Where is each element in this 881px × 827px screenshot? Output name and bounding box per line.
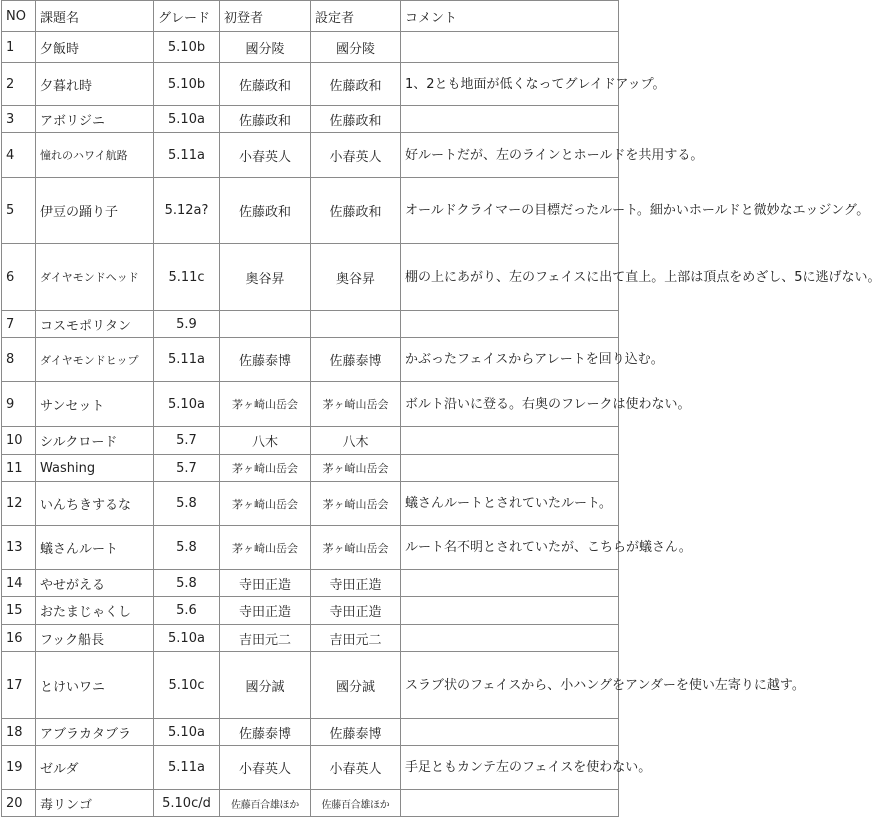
- cell-no: 14: [2, 570, 36, 597]
- table-row: [2, 790, 619, 817]
- cell-setter: 茅ヶ崎山岳会: [311, 482, 401, 526]
- cell-first-climber: [220, 311, 311, 338]
- cell-route-name: 毒リンゴ: [36, 790, 154, 817]
- cell-grade: 5.6: [154, 597, 220, 625]
- cell-first-climber: 八木: [220, 427, 311, 455]
- cell-grade: 5.10a: [154, 382, 220, 427]
- cell-no: 10: [2, 427, 36, 455]
- cell-grade: 5.11a: [154, 746, 220, 790]
- cell-first-climber: 佐藤政和: [220, 63, 311, 106]
- cell-setter: 茅ヶ崎山岳会: [311, 455, 401, 482]
- cell-first-climber: 佐藤百合雄ほか: [220, 790, 311, 817]
- cell-comment: [401, 32, 619, 63]
- cell-comment: 1、2とも地面が低くなってグレイドアップ。: [401, 63, 619, 106]
- cell-comment: スラブ状のフェイスから、小ハングをアンダーを使い左寄りに越す。: [401, 652, 619, 719]
- cell-route-name: 夕飯時: [36, 32, 154, 63]
- cell-no: 12: [2, 482, 36, 526]
- table-body: [2, 32, 881, 817]
- cell-first-climber: 佐藤政和: [220, 178, 311, 244]
- cell-first-climber: 佐藤政和: [220, 106, 311, 133]
- cell-first-climber: 國分誠: [220, 652, 311, 719]
- cell-route-name: やせがえる: [36, 570, 154, 597]
- cell-comment: オールドクライマーの目標だったルート。細かいホールドと微妙なエッジング。: [401, 178, 619, 244]
- cell-first-climber: 吉田元二: [220, 625, 311, 652]
- cell-grade: 5.11a: [154, 133, 220, 178]
- cell-setter: 佐藤泰博: [311, 719, 401, 746]
- cell-grade: 5.8: [154, 482, 220, 526]
- cell-first-climber: 寺田正造: [220, 570, 311, 597]
- cell-grade: 5.9: [154, 311, 220, 338]
- table-row: [2, 244, 619, 311]
- cell-grade: 5.11c: [154, 244, 220, 311]
- cell-no: 1: [2, 32, 36, 63]
- cell-no: 3: [2, 106, 36, 133]
- cell-route-name: ゼルダ: [36, 746, 154, 790]
- header-no: NO: [2, 1, 36, 32]
- cell-no: 9: [2, 382, 36, 427]
- cell-route-name: サンセット: [36, 382, 154, 427]
- cell-route-name: シルクロード: [36, 427, 154, 455]
- cell-first-climber: 茅ヶ崎山岳会: [220, 455, 311, 482]
- cell-comment: [401, 455, 619, 482]
- cell-comment: [401, 625, 619, 652]
- cell-comment: 手足ともカンテ左のフェイスを使わない。: [401, 746, 619, 790]
- cell-first-climber: 茅ヶ崎山岳会: [220, 482, 311, 526]
- cell-setter: 八木: [311, 427, 401, 455]
- cell-first-climber: 小春英人: [220, 133, 311, 178]
- cell-no: 16: [2, 625, 36, 652]
- cell-no: 2: [2, 63, 36, 106]
- cell-comment: [401, 311, 619, 338]
- table-row: [2, 311, 619, 338]
- table-row: [2, 455, 619, 482]
- table-row: [2, 746, 619, 790]
- cell-setter: 國分陵: [311, 32, 401, 63]
- table-row: [2, 178, 619, 244]
- cell-route-name: ダイヤモンドヘッド: [36, 244, 154, 311]
- cell-no: 19: [2, 746, 36, 790]
- table-row: [2, 652, 619, 719]
- cell-setter: 佐藤政和: [311, 106, 401, 133]
- cell-no: 4: [2, 133, 36, 178]
- cell-route-name: いんちきするな: [36, 482, 154, 526]
- cell-first-climber: 佐藤泰博: [220, 719, 311, 746]
- cell-first-climber: 小春英人: [220, 746, 311, 790]
- cell-grade: 5.8: [154, 570, 220, 597]
- header-setter: 設定者: [311, 1, 401, 32]
- cell-setter: 奥谷昇: [311, 244, 401, 311]
- cell-first-climber: 寺田正造: [220, 597, 311, 625]
- table-row: [2, 427, 619, 455]
- table-row: [2, 570, 619, 597]
- cell-comment: ボルト沿いに登る。右奥のフレークは使わない。: [401, 382, 619, 427]
- header-grade: グレード: [154, 1, 220, 32]
- cell-comment: [401, 427, 619, 455]
- table-row: [2, 482, 619, 526]
- cell-no: 20: [2, 790, 36, 817]
- cell-grade: 5.11a: [154, 338, 220, 382]
- cell-grade: 5.10b: [154, 63, 220, 106]
- cell-first-climber: 奥谷昇: [220, 244, 311, 311]
- header-route-name: 課題名: [36, 1, 154, 32]
- cell-route-name: アボリジニ: [36, 106, 154, 133]
- cell-no: 18: [2, 719, 36, 746]
- cell-comment: [401, 597, 619, 625]
- cell-setter: 佐藤政和: [311, 63, 401, 106]
- table-row: [2, 106, 619, 133]
- cell-no: 5: [2, 178, 36, 244]
- table-row: [2, 133, 619, 178]
- cell-first-climber: 佐藤泰博: [220, 338, 311, 382]
- cell-grade: 5.7: [154, 455, 220, 482]
- cell-setter: 佐藤政和: [311, 178, 401, 244]
- header-first-climber: 初登者: [220, 1, 311, 32]
- cell-grade: 5.7: [154, 427, 220, 455]
- cell-first-climber: 國分陵: [220, 32, 311, 63]
- cell-comment: かぶったフェイスからアレートを回り込む。: [401, 338, 619, 382]
- table-row: [2, 63, 619, 106]
- cell-grade: 5.10a: [154, 625, 220, 652]
- table-row: [2, 625, 619, 652]
- cell-grade: 5.12a?: [154, 178, 220, 244]
- cell-no: 15: [2, 597, 36, 625]
- cell-first-climber: 茅ヶ崎山岳会: [220, 382, 311, 427]
- cell-setter: 寺田正造: [311, 597, 401, 625]
- cell-comment: [401, 790, 619, 817]
- cell-no: 11: [2, 455, 36, 482]
- cell-comment: ルート名不明とされていたが、こちらが蟻さん。: [401, 526, 619, 570]
- cell-no: 7: [2, 311, 36, 338]
- cell-grade: 5.8: [154, 526, 220, 570]
- cell-setter: 小春英人: [311, 746, 401, 790]
- cell-setter: 佐藤泰博: [311, 338, 401, 382]
- cell-setter: 茅ヶ崎山岳会: [311, 382, 401, 427]
- route-table: [1, 0, 881, 817]
- cell-setter: 國分誠: [311, 652, 401, 719]
- cell-grade: 5.10c: [154, 652, 220, 719]
- table-row: [2, 597, 619, 625]
- cell-comment: 好ルートだが、左のラインとホールドを共用する。: [401, 133, 619, 178]
- cell-first-climber: 茅ヶ崎山岳会: [220, 526, 311, 570]
- cell-comment: [401, 719, 619, 746]
- cell-route-name: 憧れのハワイ航路: [36, 133, 154, 178]
- cell-route-name: おたまじゃくし: [36, 597, 154, 625]
- table-row: [2, 526, 619, 570]
- cell-route-name: アブラカタブラ: [36, 719, 154, 746]
- cell-no: 17: [2, 652, 36, 719]
- cell-grade: 5.10b: [154, 32, 220, 63]
- cell-setter: [311, 311, 401, 338]
- cell-route-name: コスモポリタン: [36, 311, 154, 338]
- table-row: [2, 719, 619, 746]
- table-row: [2, 32, 619, 63]
- cell-route-name: フック船長: [36, 625, 154, 652]
- cell-route-name: 夕暮れ時: [36, 63, 154, 106]
- cell-comment: 棚の上にあがり、左のフェイスに出て直上。上部は頂点をめざし、5に逃げない。: [401, 244, 619, 311]
- cell-route-name: Washing: [36, 455, 154, 482]
- cell-route-name: 伊豆の踊り子: [36, 178, 154, 244]
- cell-grade: 5.10a: [154, 719, 220, 746]
- table-row: [2, 338, 619, 382]
- cell-route-name: 蟻さんルート: [36, 526, 154, 570]
- cell-setter: 吉田元二: [311, 625, 401, 652]
- cell-route-name: とけいワニ: [36, 652, 154, 719]
- cell-setter: 小春英人: [311, 133, 401, 178]
- table-header-row: [2, 1, 619, 32]
- cell-comment: 蟻さんルートとされていたルート。: [401, 482, 619, 526]
- cell-no: 8: [2, 338, 36, 382]
- cell-setter: 寺田正造: [311, 570, 401, 597]
- cell-comment: [401, 570, 619, 597]
- header-comment: コメント: [401, 1, 619, 32]
- cell-setter: 佐藤百合雄ほか: [311, 790, 401, 817]
- cell-route-name: ダイヤモンドヒップ: [36, 338, 154, 382]
- cell-grade: 5.10c/d: [154, 790, 220, 817]
- table-row: [2, 382, 619, 427]
- cell-no: 13: [2, 526, 36, 570]
- cell-grade: 5.10a: [154, 106, 220, 133]
- cell-no: 6: [2, 244, 36, 311]
- cell-comment: [401, 106, 619, 133]
- cell-setter: 茅ヶ崎山岳会: [311, 526, 401, 570]
